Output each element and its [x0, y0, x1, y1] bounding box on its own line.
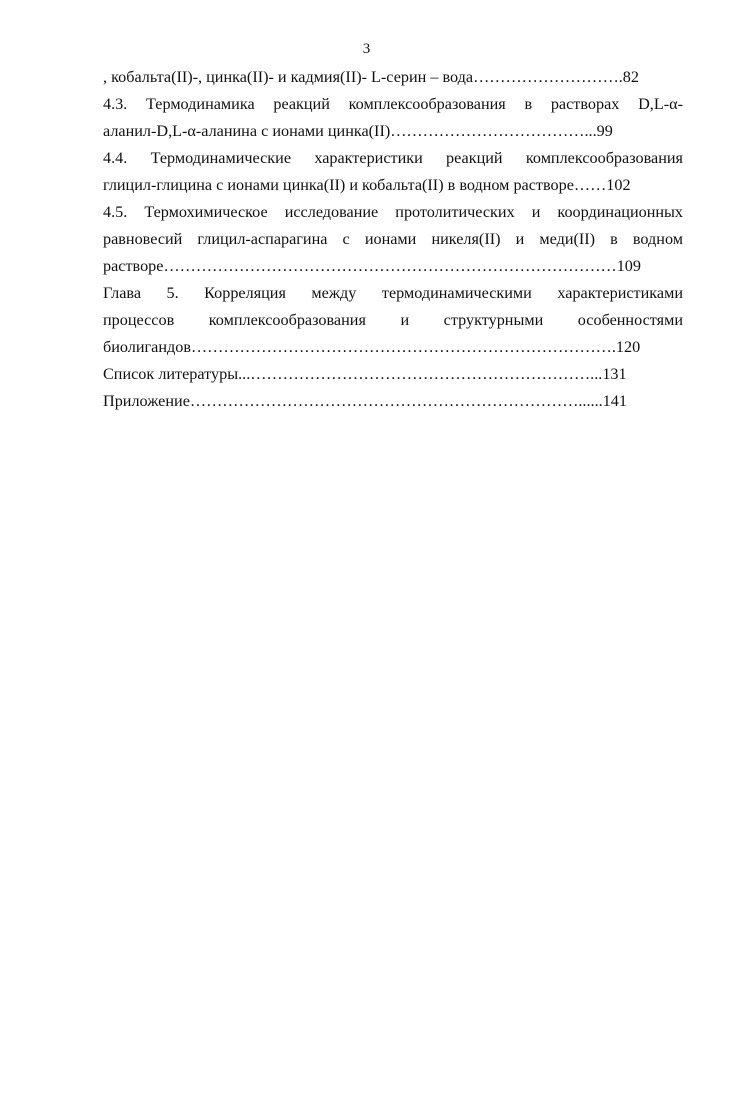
toc-entry-4-4-line-2: глицил-глицина с ионами цинка(II) и кобальта(II) в водном растворе……102: [103, 176, 631, 194]
toc-entry-4-3-line-1: 4.3. Термодинамика реакций комплексообразования в растворах D,L-α-: [103, 95, 683, 113]
toc-entry-4-5-line-1: 4.5. Термохимическое исследование протолитических и координационных: [103, 203, 683, 221]
toc-entry-chapter-5-line-3: биолигандов…………………………………………………………………….120: [103, 338, 641, 356]
table-of-contents: [103, 64, 683, 415]
toc-entry-appendix: Приложение………………………………………………………………......141: [103, 392, 627, 410]
toc-entry-4-5-line-3: растворе…………………………………………………………………………109: [103, 257, 641, 275]
toc-entry-4-5-line-2: равновесий глицил-аспарагина с ионами никеля(II) и меди(II) в водном: [103, 230, 683, 248]
toc-line-continuation: , кобальта(II)-, цинка(II)- и кадмия(II)- L-серин – вода……………………….82: [103, 68, 639, 86]
toc-entry-4-3-line-2: аланил-D,L-α-аланина с ионами цинка(II)………………………………...99: [103, 122, 613, 140]
toc-entry-references: Список литературы...………………………………………………………...131: [103, 365, 627, 383]
toc-entry-4-4-line-1: 4.4. Термодинамические характеристики реакций комплексообразования: [103, 149, 683, 167]
page-number: 3: [362, 41, 371, 57]
toc-entry-chapter-5-line-1: Глава 5. Корреляция между термодинамическими характеристиками: [103, 284, 683, 302]
toc-entry-chapter-5-line-2: процессов комплексообразования и структурными особенностями: [103, 311, 683, 329]
